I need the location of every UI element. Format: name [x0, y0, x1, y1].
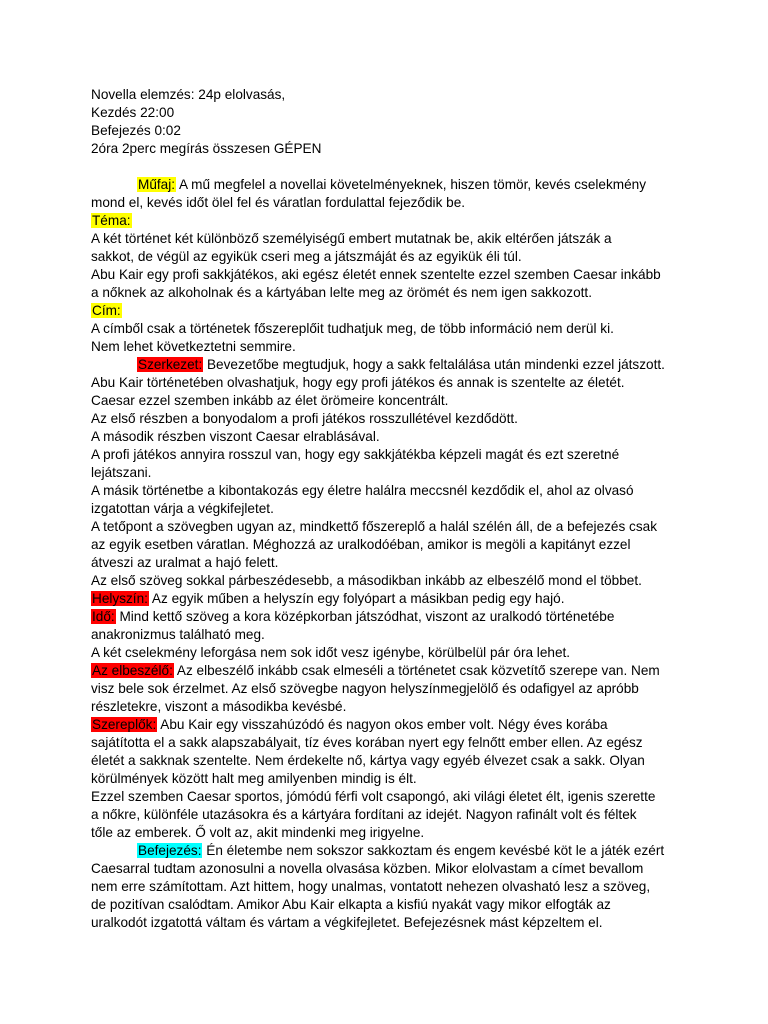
- tema-line-3: Abu Kair egy profi sakkjátékos, aki egész életét ennek szentelte ezzel szemben Caesar inkább: [91, 267, 661, 282]
- szerkezet-line: A másik történetbe a kibontakozás egy életre halálra meccsnél kezdődik el, ahol az olvasó: [91, 483, 634, 498]
- szerkezet-line: Az első szöveg sokkal párbeszédesebb, a másodikban inkább az elbeszélő mond el többet.: [91, 573, 642, 588]
- szerkezet-first: Bevezetőbe megtudjuk, hogy a sakk feltalálása után mindenki ezzel játszott.: [203, 357, 665, 372]
- mufaj-line-1: [91, 176, 712, 194]
- befejezes-line: uralkodót izgatottá váltam és vártam a végkifejletet. Befejezésnek mást képzeltem el.: [91, 915, 603, 930]
- helyszin-line: [91, 590, 712, 608]
- szereplok-line-1: [91, 716, 712, 734]
- elbeszelo-line: visz bele sok érzelmet. Az első szövegbe nagyon helyszínmegjelölő és odafigyel az apróbb: [91, 681, 639, 696]
- szerkezet-line: Caesar ezzel szemben inkább az élet örömeire koncentrált.: [91, 393, 449, 408]
- elbeszelo-line: részletekre, viszont a másodikba kevésbé.: [91, 699, 347, 714]
- szerkezet-line: átveszi az uralmat a hajó felett.: [91, 555, 279, 570]
- befejezes-line: de pozitívan csalódtam. Amikor Abu Kair elkapta a kisfiú nyakát vagy mikor elfogták az: [91, 897, 611, 912]
- cim-line-1: A címből csak a történetek főszereplőit tudhatjuk meg, de több információ nem derül ki.: [91, 321, 614, 336]
- befejezes-label: Befejezés:: [138, 843, 202, 858]
- szerkezet-line: izgatottan várja a végkifejletet.: [91, 501, 274, 516]
- elbeszelo-label: Az elbeszélő:: [92, 663, 173, 678]
- szerkezet-line: A profi játékos annyira rosszul van, hogy egy sakkjátékba képzeli magát és ezt szeretné: [91, 447, 620, 462]
- tema-label: Téma:: [92, 213, 131, 228]
- mufaj-line-2: mond el, kevés időt ölel fel és váratlan fordulattal fejeződik be.: [91, 195, 466, 210]
- ido-line-1: [91, 608, 712, 626]
- tema-line-4: a nőknek az alkoholnak és a kártyában lelte meg az örömét és nem igen sakkozott.: [91, 285, 592, 300]
- cim-line-2: Nem lehet következtetni semmire.: [91, 339, 296, 354]
- mufaj-text-1: A mű megfelel a novellai követelményeknek, hiszen tömör, kevés cselekmény: [176, 177, 647, 192]
- szerkezet-line-1: [91, 356, 712, 374]
- doc-title: Novella elemzés: 24p elolvasás,: [91, 87, 286, 102]
- cim-heading: [91, 302, 712, 320]
- cim-label: Cím:: [92, 303, 121, 318]
- szereplok-label: Szereplők:: [92, 717, 157, 732]
- ido-line: anakronizmus található meg.: [91, 627, 265, 642]
- end-time: Befejezés 0:02: [91, 123, 181, 138]
- ido-line: A két cselekmény leforgása nem sok időt vesz igénybe, körülbelül pár óra lehet.: [91, 645, 571, 660]
- szereplok-line: tőle az emberek. Ő volt az, akit mindenki meg irigyelne.: [91, 825, 425, 840]
- szerkezet-label: Szerkezet:: [138, 357, 203, 372]
- helyszin-text: Az egyik műben a helyszín egy folyópart a másikban pedig egy hajó.: [148, 591, 565, 606]
- start-time: Kezdés 22:00: [91, 105, 175, 120]
- total-time: 2óra 2perc megírás összesen GÉPEN: [91, 141, 322, 156]
- szereplok-line: körülmények között halt meg amilyenben mindig is élt.: [91, 771, 417, 786]
- elbeszelo-line-1: [91, 662, 712, 680]
- szereplok-line: életét a sakknak szentelte. Nem érdekelte nő, kártya vagy egyéb élvezet csak a sakk. Olyan: [91, 753, 645, 768]
- szerkezet-line: lejátszani.: [91, 465, 152, 480]
- ido-first: Mind kettő szöveg a kora középkorban játszódhat, viszont az uralkodó történetébe: [115, 609, 615, 624]
- tema-line-2: sakkot, de végül az egyikük cseri meg a játszmáját és az egyikük éli túl.: [91, 249, 522, 264]
- befejezes-line: nem erre számítottam. Azt hittem, hogy unalmas, vontatott nehezen olvasható lesz a szöveg,: [91, 879, 651, 894]
- elbeszelo-first: Az elbeszélő inkább csak elmeséli a történetet csak közvetítő szerepe van. Nem: [173, 663, 660, 678]
- szerkezet-line: az egyik esetben váratlan. Méghozzá az uralkodóéban, amikor is megöli a kapitányt ezzel: [91, 537, 631, 552]
- szereplok-line: sajátította el a sakk alapszabályait, tíz éves korában nyert egy felnőtt ember ellen. Az egész: [91, 735, 643, 750]
- helyszin-label: Helyszín:: [92, 591, 148, 606]
- szereplok-line: a nőkre, különféle utazásokra és a kártyára fordítani az idejét. Nagyon rafinált volt és féltek: [91, 807, 637, 822]
- ido-label: Idő:: [92, 609, 115, 624]
- spacer: [91, 158, 712, 176]
- szerkezet-line: A tetőpont a szövegben ugyan az, mindkettő főszereplő a halál szélén áll, de a befejezés csak: [91, 519, 658, 534]
- befejezes-line-1: [91, 842, 712, 860]
- tema-heading: [91, 212, 712, 230]
- szereplok-first: Abu Kair egy visszahúzódó és nagyon okos ember volt. Négy éves korába: [157, 717, 608, 732]
- szereplok-line: Ezzel szemben Caesar sportos, jómódú férfi volt csapongó, aki világi életet élt, igenis szerette: [91, 789, 656, 804]
- szerkezet-line: Abu Kair történetében olvashatjuk, hogy egy profi játékos és annak is szentelte az életét.: [91, 375, 625, 390]
- befejezes-first: Én életembe nem sokszor sakkoztam és engem kevésbé köt le a játék ezért: [202, 843, 665, 858]
- tema-line-1: A két történet két különböző személyiségű embert mutatnak be, akik eltérően játszák a: [91, 231, 612, 246]
- befejezes-line: Caesarral tudtam azonosulni a novella olvasása közben. Mikor elolvastam a címet bevallom: [91, 861, 644, 876]
- szerkezet-line: A második részben viszont Caesar elrablásával.: [91, 429, 380, 444]
- szerkezet-line: Az első részben a bonyodalom a profi játékos rosszullétével kezdődött.: [91, 411, 518, 426]
- mufaj-label: Műfaj:: [138, 177, 176, 192]
